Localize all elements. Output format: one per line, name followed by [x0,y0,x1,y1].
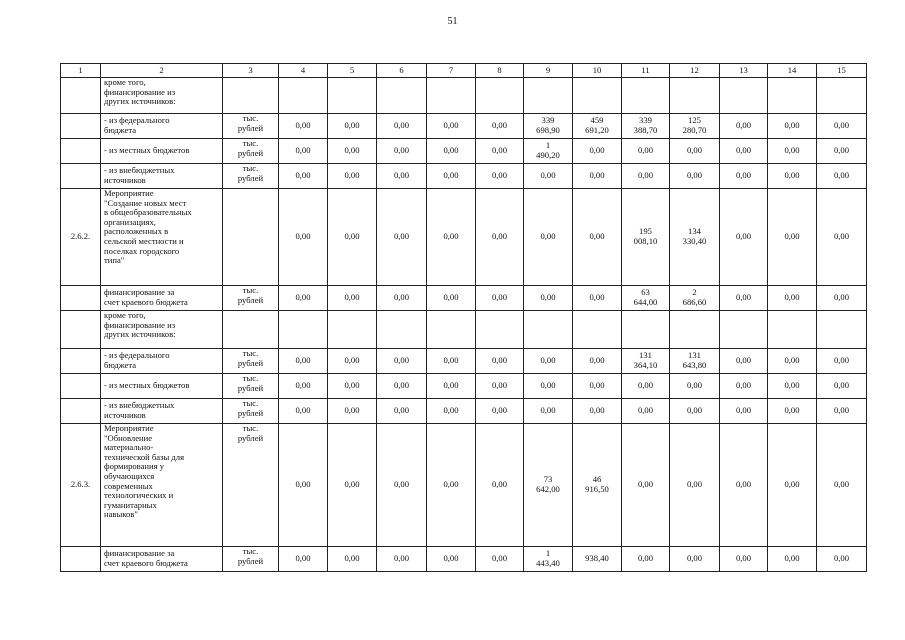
column-header: 3 [223,64,279,78]
row-description: - из местных бюджетов [101,139,223,164]
row-description: Мероприятие "Обновление материально- технической базы для формирования у обучающихся современных технологических и гуманитарных навыков" [101,424,223,547]
value-cell: 125 280,70 [670,114,720,139]
column-header: 2 [101,64,223,78]
value-cell: 0,00 [476,286,524,311]
value-cell: 339 388,70 [622,114,670,139]
value-cell: 339 698,90 [524,114,573,139]
page-number: 51 [447,16,458,27]
value-cell: 0,00 [476,399,524,424]
value-cell: 0,00 [573,164,622,189]
value-cell: 0,00 [279,164,328,189]
value-cell: 0,00 [817,139,867,164]
value-cell: 0,00 [768,139,817,164]
row-code [61,78,101,114]
column-header: 9 [524,64,573,78]
value-cell: 0,00 [427,189,476,286]
row-unit: тыс. рублей [223,114,279,139]
value-cell: 0,00 [720,399,768,424]
column-header: 13 [720,64,768,78]
row-unit: тыс. рублей [223,424,279,547]
row-code [61,139,101,164]
value-cell [377,78,427,114]
value-cell [328,311,377,349]
value-cell: 0,00 [328,114,377,139]
table-row [61,78,867,114]
row-description: - из внебюджетных источников [101,399,223,424]
value-cell: 0,00 [328,164,377,189]
row-code [61,311,101,349]
value-cell: 0,00 [817,286,867,311]
table-body [61,64,867,572]
row-code: 2.6.3. [61,424,101,547]
value-cell: 938,40 [573,547,622,572]
value-cell: 0,00 [720,286,768,311]
value-cell [328,78,377,114]
row-unit [223,78,279,114]
table-row [61,547,867,572]
value-cell: 0,00 [476,547,524,572]
value-cell: 0,00 [377,164,427,189]
value-cell: 0,00 [377,399,427,424]
value-cell [524,78,573,114]
row-description: Мероприятие "Создание новых мест в общеобразовательных организациях, расположенных в сельской местности и поселках городского типа" [101,189,223,286]
row-code [61,399,101,424]
value-cell [476,311,524,349]
value-cell: 0,00 [622,547,670,572]
row-code [61,547,101,572]
value-cell: 0,00 [524,374,573,399]
value-cell: 0,00 [279,286,328,311]
value-cell: 131 643,80 [670,349,720,374]
value-cell: 0,00 [573,399,622,424]
value-cell: 0,00 [476,139,524,164]
value-cell [279,78,328,114]
value-cell: 0,00 [720,164,768,189]
value-cell: 0,00 [328,139,377,164]
value-cell [476,78,524,114]
row-unit: тыс. рублей [223,349,279,374]
row-description: - из федерального бюджета [101,349,223,374]
value-cell: 0,00 [670,424,720,547]
value-cell: 0,00 [377,374,427,399]
table-row [61,189,867,286]
value-cell: 0,00 [427,399,476,424]
value-cell: 0,00 [524,164,573,189]
value-cell: 0,00 [427,547,476,572]
column-header: 14 [768,64,817,78]
value-cell: 0,00 [328,424,377,547]
value-cell: 0,00 [768,286,817,311]
value-cell [427,78,476,114]
row-unit: тыс. рублей [223,399,279,424]
row-code [61,374,101,399]
value-cell: 0,00 [377,139,427,164]
value-cell: 0,00 [720,189,768,286]
value-cell: 0,00 [279,114,328,139]
value-cell: 0,00 [573,189,622,286]
value-cell [427,311,476,349]
row-unit: тыс. рублей [223,139,279,164]
value-cell: 0,00 [427,424,476,547]
value-cell: 1 443,40 [524,547,573,572]
value-cell: 0,00 [622,399,670,424]
value-cell [817,311,867,349]
column-header: 8 [476,64,524,78]
value-cell: 0,00 [524,399,573,424]
value-cell: 0,00 [377,547,427,572]
value-cell: 0,00 [817,189,867,286]
value-cell: 0,00 [768,189,817,286]
row-unit: тыс. рублей [223,374,279,399]
value-cell: 0,00 [328,399,377,424]
table-row [61,399,867,424]
value-cell: 73 642,00 [524,424,573,547]
value-cell: 0,00 [476,114,524,139]
value-cell: 131 364,10 [622,349,670,374]
value-cell: 0,00 [817,399,867,424]
value-cell: 0,00 [524,189,573,286]
value-cell: 1 490,20 [524,139,573,164]
column-header: 6 [377,64,427,78]
value-cell: 0,00 [670,399,720,424]
value-cell: 0,00 [768,374,817,399]
column-header: 7 [427,64,476,78]
value-cell: 459 691,20 [573,114,622,139]
value-cell: 0,00 [427,164,476,189]
value-cell: 0,00 [573,286,622,311]
budget-table [60,63,867,572]
value-cell [524,311,573,349]
value-cell: 134 330,40 [670,189,720,286]
value-cell [573,311,622,349]
value-cell: 0,00 [720,374,768,399]
value-cell: 0,00 [328,286,377,311]
row-code: 2.6.2. [61,189,101,286]
value-cell: 0,00 [377,114,427,139]
value-cell: 0,00 [573,349,622,374]
row-description: финансирование за счет краевого бюджета [101,286,223,311]
column-header: 15 [817,64,867,78]
row-unit: тыс. рублей [223,164,279,189]
value-cell: 0,00 [670,164,720,189]
value-cell: 0,00 [670,547,720,572]
column-header: 4 [279,64,328,78]
value-cell: 0,00 [279,189,328,286]
value-cell: 0,00 [720,139,768,164]
row-description: кроме того, финансирование из других источников: [101,311,223,349]
value-cell: 0,00 [622,424,670,547]
value-cell: 0,00 [817,114,867,139]
value-cell: 0,00 [377,424,427,547]
value-cell: 0,00 [328,349,377,374]
value-cell: 0,00 [817,424,867,547]
column-header: 11 [622,64,670,78]
row-description: финансирование за счет краевого бюджета [101,547,223,572]
value-cell: 0,00 [573,374,622,399]
table-row [61,349,867,374]
value-cell: 63 644,00 [622,286,670,311]
value-cell: 0,00 [573,139,622,164]
row-code [61,349,101,374]
value-cell: 0,00 [720,547,768,572]
value-cell [622,311,670,349]
value-cell: 0,00 [622,164,670,189]
value-cell: 0,00 [768,424,817,547]
column-header: 1 [61,64,101,78]
value-cell: 0,00 [768,164,817,189]
value-cell [279,311,328,349]
row-description: кроме того, финансирование из других источников: [101,78,223,114]
value-cell: 0,00 [476,424,524,547]
value-cell: 0,00 [279,139,328,164]
row-description: - из федерального бюджета [101,114,223,139]
value-cell: 0,00 [476,374,524,399]
value-cell: 0,00 [328,547,377,572]
table-row [61,164,867,189]
value-cell: 0,00 [622,374,670,399]
value-cell [377,311,427,349]
value-cell [817,78,867,114]
value-cell: 0,00 [279,424,328,547]
value-cell: 0,00 [720,114,768,139]
value-cell [622,78,670,114]
column-header: 12 [670,64,720,78]
value-cell: 0,00 [720,424,768,547]
row-unit [223,311,279,349]
value-cell: 0,00 [427,114,476,139]
table-row [61,424,867,547]
table-row [61,286,867,311]
value-cell: 0,00 [427,139,476,164]
value-cell: 0,00 [768,399,817,424]
value-cell: 0,00 [427,286,476,311]
value-cell: 0,00 [328,374,377,399]
table-row [61,311,867,349]
value-cell: 0,00 [768,349,817,374]
value-cell: 0,00 [817,349,867,374]
value-cell: 0,00 [817,164,867,189]
header-row [61,64,867,78]
row-unit [223,189,279,286]
value-cell: 0,00 [817,374,867,399]
value-cell: 0,00 [279,547,328,572]
value-cell: 0,00 [476,189,524,286]
value-cell [720,311,768,349]
row-unit: тыс. рублей [223,286,279,311]
value-cell: 0,00 [476,349,524,374]
value-cell: 0,00 [328,189,377,286]
value-cell: 0,00 [377,349,427,374]
value-cell: 0,00 [377,189,427,286]
column-header: 10 [573,64,622,78]
value-cell: 0,00 [768,547,817,572]
value-cell [573,78,622,114]
value-cell: 0,00 [670,139,720,164]
value-cell: 0,00 [279,399,328,424]
value-cell [670,78,720,114]
row-code [61,286,101,311]
table-row [61,139,867,164]
row-description: - из внебюджетных источников [101,164,223,189]
value-cell: 0,00 [524,349,573,374]
value-cell: 0,00 [279,374,328,399]
value-cell: 0,00 [768,114,817,139]
value-cell: 0,00 [720,349,768,374]
value-cell: 195 008,10 [622,189,670,286]
value-cell [768,311,817,349]
value-cell [670,311,720,349]
value-cell: 0,00 [476,164,524,189]
table-row [61,374,867,399]
row-unit: тыс. рублей [223,547,279,572]
row-code [61,164,101,189]
value-cell: 0,00 [817,547,867,572]
value-cell: 0,00 [427,374,476,399]
value-cell: 0,00 [670,374,720,399]
column-header: 5 [328,64,377,78]
value-cell: 0,00 [377,286,427,311]
value-cell: 0,00 [279,349,328,374]
table-row [61,114,867,139]
value-cell: 0,00 [622,139,670,164]
value-cell: 0,00 [524,286,573,311]
value-cell [768,78,817,114]
value-cell: 2 686,60 [670,286,720,311]
value-cell: 46 916,50 [573,424,622,547]
row-description: - из местных бюджетов [101,374,223,399]
value-cell [720,78,768,114]
row-code [61,114,101,139]
value-cell: 0,00 [427,349,476,374]
